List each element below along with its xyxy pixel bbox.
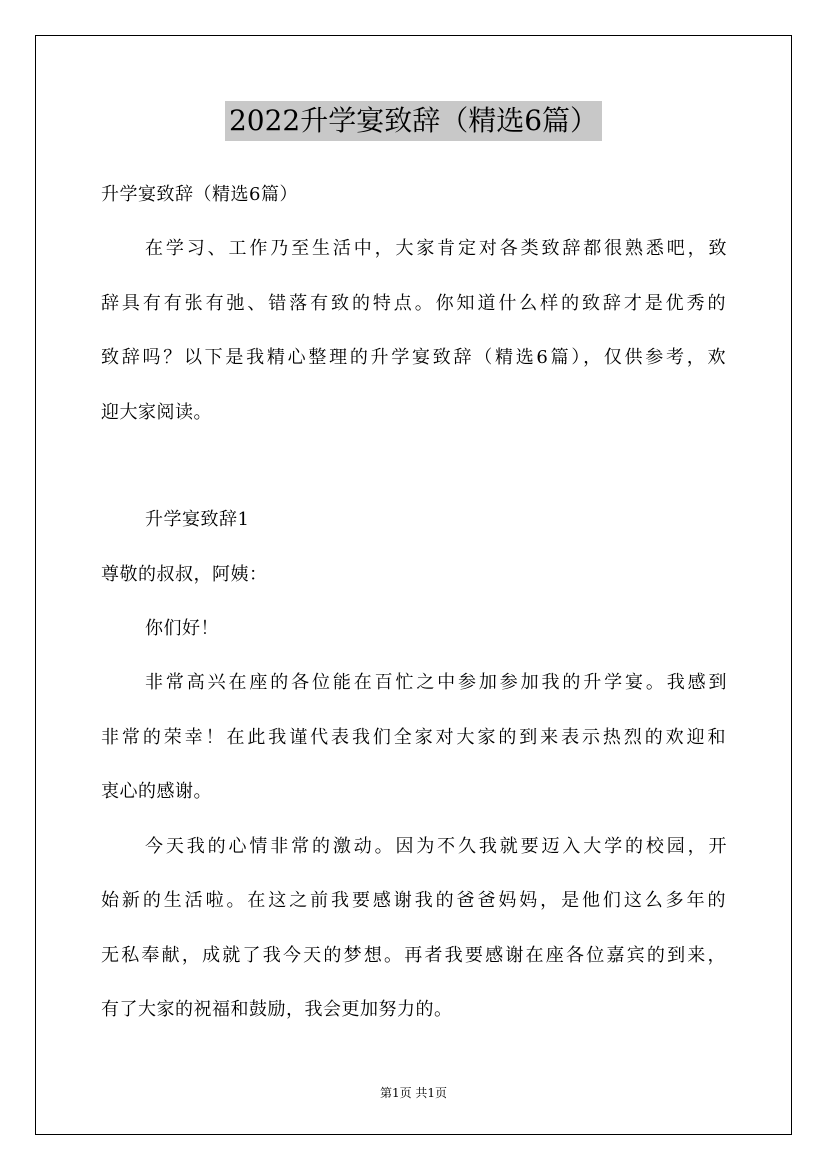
salutation: 尊敬的叔叔，阿姨：: [101, 564, 268, 585]
paragraph1-line-2: 非常的荣幸！在此我谨代表我们全家对大家的到来表示热烈的欢迎和: [101, 727, 726, 748]
section-heading: 升学宴致辞1: [145, 509, 250, 530]
paragraph2-line-4: 有了大家的祝福和鼓励，我会更加努力的。: [101, 999, 453, 1020]
intro-line-3: 致辞吗？以下是我精心整理的升学宴致辞（精选6篇），仅供参考，欢: [101, 347, 726, 368]
intro-line-2: 辞具有有张有弛、错落有致的特点。你知道什么样的致辞才是优秀的: [101, 293, 726, 314]
document-title: 2022升学宴致辞（精选6篇）: [225, 101, 602, 141]
paragraph2-line-3: 无私奉献，成就了我今天的梦想。再者我要感谢在座各位嘉宾的到来，: [101, 945, 726, 966]
greeting: 你们好！: [145, 618, 219, 639]
document-subtitle: 升学宴致辞（精选6篇）: [101, 184, 298, 205]
paragraph1-line-1: 非常高兴在座的各位能在百忙之中参加参加我的升学宴。我感到: [145, 672, 727, 693]
page-footer: 第1页 共1页: [379, 1086, 448, 1100]
paragraph2-line-2: 始新的生活啦。在这之前我要感谢我的爸爸妈妈，是他们这么多年的: [101, 890, 726, 911]
paragraph1-line-3: 衷心的感谢。: [101, 781, 212, 802]
title-container: [0, 101, 827, 141]
intro-line-4: 迎大家阅读。: [101, 402, 212, 423]
paragraph2-line-1: 今天我的心情非常的激动。因为不久我就要迈入大学的校园，开: [145, 836, 727, 857]
intro-line-1: 在学习、工作乃至生活中，大家肯定对各类致辞都很熟悉吧，致: [145, 238, 727, 259]
